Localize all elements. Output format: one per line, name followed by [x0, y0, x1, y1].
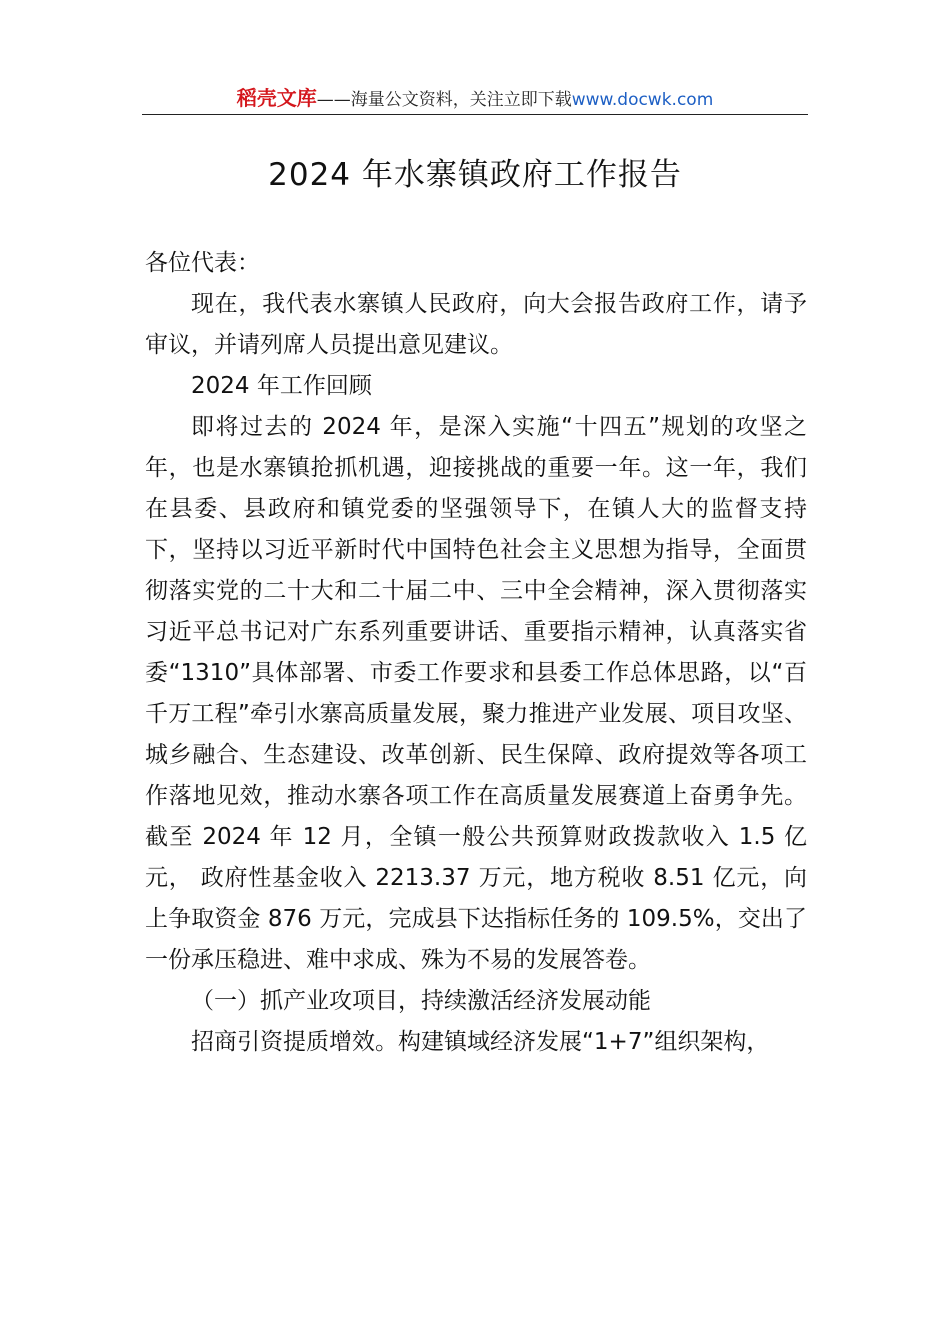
- header-divider: [142, 114, 808, 115]
- brand-name: 稻壳文库: [236, 86, 317, 110]
- header-tagline: ——海量公文资料，关注立即下载: [316, 90, 572, 110]
- document-body: [145, 243, 807, 1063]
- page-header: [142, 84, 808, 114]
- paragraph-review: 即将过去的 2024 年，是深入实施“十四五”规划的攻坚之年，也是水寨镇抢抓机遇，迎接挑战的重要一年。这一年，我们在县委、县政府和镇党委的坚强领导下，在镇人大的监督支持下，坚持以习近平新时代中国特色社会主义思想为指导，全面贯彻落实党的二十大和二十届二中、三中全会精神，深入贯彻落实习近平总书记对广东系列重要讲话、重要指示精神，认真落实省委“1310”具体部署、市委工作要求和县委工作总体思路，以“百千万工程”牵引水寨高质量发展，聚力推进产业发展、项目攻坚、城乡融合、生态建设、改革创新、民生保障、政府提效等各项工作落地见效，推动水寨各项工作在高质量发展赛道上奋勇争先。截至 2024 年 12 月，全镇一般公共预算财政拨款收入 1.5 亿元， 政府性基金收入 2213.37 万元，地方税收 8.51 亿元，向上争取资金 876 万元，完成县下达指标任务的 109.5%，交出了一份承压稳进、难中求成、殊为不易的发展答卷。: [145, 414, 807, 973]
- section-heading-1: （一）抓产业攻项目，持续激活经济发展动能: [191, 988, 651, 1014]
- document-title: 2024 年水寨镇政府工作报告: [268, 157, 682, 193]
- paragraph-intro: 现在，我代表水寨镇人民政府，向大会报告政府工作，请予审议，并请列席人员提出意见建议。: [145, 291, 807, 358]
- header-url-link[interactable]: www.docwk.com: [571, 90, 714, 110]
- section-heading-review: 2024 年工作回顾: [191, 373, 372, 399]
- salutation: 各位代表：: [145, 250, 260, 276]
- paragraph-investment: 招商引资提质增效。构建镇域经济发展“1+7”组织架构，: [191, 1029, 770, 1055]
